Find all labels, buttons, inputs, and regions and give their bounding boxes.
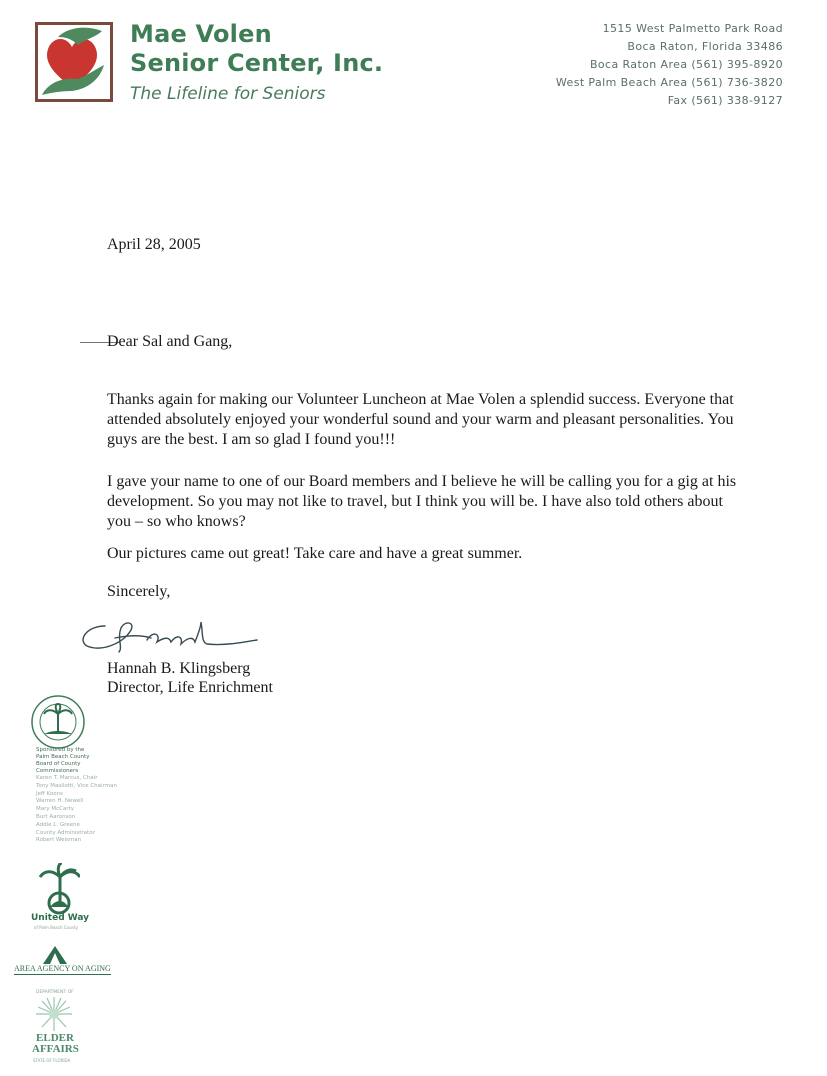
commissioner-7: Addie L. Greene	[36, 821, 80, 828]
elder-affairs-line2: AFFAIRS	[32, 1043, 79, 1055]
signer-name: Hannah B. Klingsberg	[107, 660, 251, 677]
elder-affairs-label	[32, 1033, 78, 1055]
commissioner-4: Warren H. Newell	[36, 798, 84, 805]
area-agency-triangle-icon	[42, 945, 68, 965]
commissioner-list	[36, 775, 146, 845]
organization-name	[130, 20, 383, 78]
heart-in-hands-icon	[38, 25, 110, 99]
body-paragraph-2: I gave your name to one of our Board members and I believe he will be calling you for a gig at his development. So you may not like to travel, but I think you will be. I have also told others about you – so who knows?	[107, 473, 737, 530]
org-name-line2: Senior Center, Inc.	[130, 49, 384, 77]
commissioner-2: Tony Masilotti, Vice Chairman	[36, 782, 117, 789]
salutation: Dear Sal and Gang,	[107, 333, 233, 350]
signer-title: Director, Life Enrichment	[107, 679, 273, 696]
sponsor-heading-line3: Board of County	[36, 761, 81, 767]
commissioner-3: Jeff Koons	[36, 790, 63, 797]
palm-beach-county-seal-icon	[30, 694, 86, 750]
sponsor-heading	[36, 747, 146, 775]
tagline: The Lifeline for Seniors	[130, 84, 326, 104]
elder-affairs-state-label: STATE OF FLORIDA	[33, 1058, 71, 1063]
elder-affairs-sunburst-icon	[34, 996, 74, 1032]
mae-volen-logo	[35, 22, 113, 102]
letter-date: April 28, 2005	[107, 236, 201, 253]
united-way-label: United Way	[31, 913, 90, 923]
elder-affairs-dept-label: DEPARTMENT OF	[36, 990, 74, 995]
commissioner-1: Karen T. Marcus, Chair	[36, 775, 98, 781]
commissioner-5: Mary McCarty	[36, 806, 75, 813]
fax-number: Fax (561) 338-9127	[667, 94, 783, 107]
commissioner-6: Burt Aaronson	[36, 813, 76, 820]
body-paragraph-1: Thanks again for making our Volunteer Luncheon at Mae Volen a splendid success. Everyone that attended absolutely enjoyed your wonderful sound and your warm and pleasant personalities. You guys are the best. I am so glad I found you!!!	[107, 391, 734, 448]
united-way-sublabel: of Palm Beach County	[34, 925, 78, 930]
united-way-palm-icon	[38, 863, 80, 915]
sponsor-heading-line2: Palm Beach County	[36, 754, 90, 760]
org-name-line1: Mae Volen	[130, 20, 272, 48]
sponsor-heading-line4: Commissioners	[36, 768, 79, 774]
handwritten-signature	[75, 612, 260, 657]
area-agency-label: AREA AGENCY ON AGING	[14, 964, 111, 973]
address-street: 1515 West Palmetto Park Road	[602, 22, 783, 35]
phone-boca: Boca Raton Area (561) 395-8920	[589, 58, 783, 71]
elder-affairs-line1: ELDER	[36, 1032, 74, 1044]
closing: Sincerely,	[107, 583, 171, 600]
commissioner-8: County Administrator	[36, 829, 95, 836]
address-block	[556, 20, 783, 110]
sponsor-heading-line1: Sponsored by the	[36, 747, 85, 753]
body-paragraph-3: Our pictures came out great! Take care and have a great summer.	[107, 545, 523, 562]
commissioner-9: Robert Weisman	[36, 837, 82, 844]
address-city: Boca Raton, Florida 33486	[627, 40, 783, 53]
phone-west-palm: West Palm Beach Area (561) 736-3820	[555, 76, 783, 89]
